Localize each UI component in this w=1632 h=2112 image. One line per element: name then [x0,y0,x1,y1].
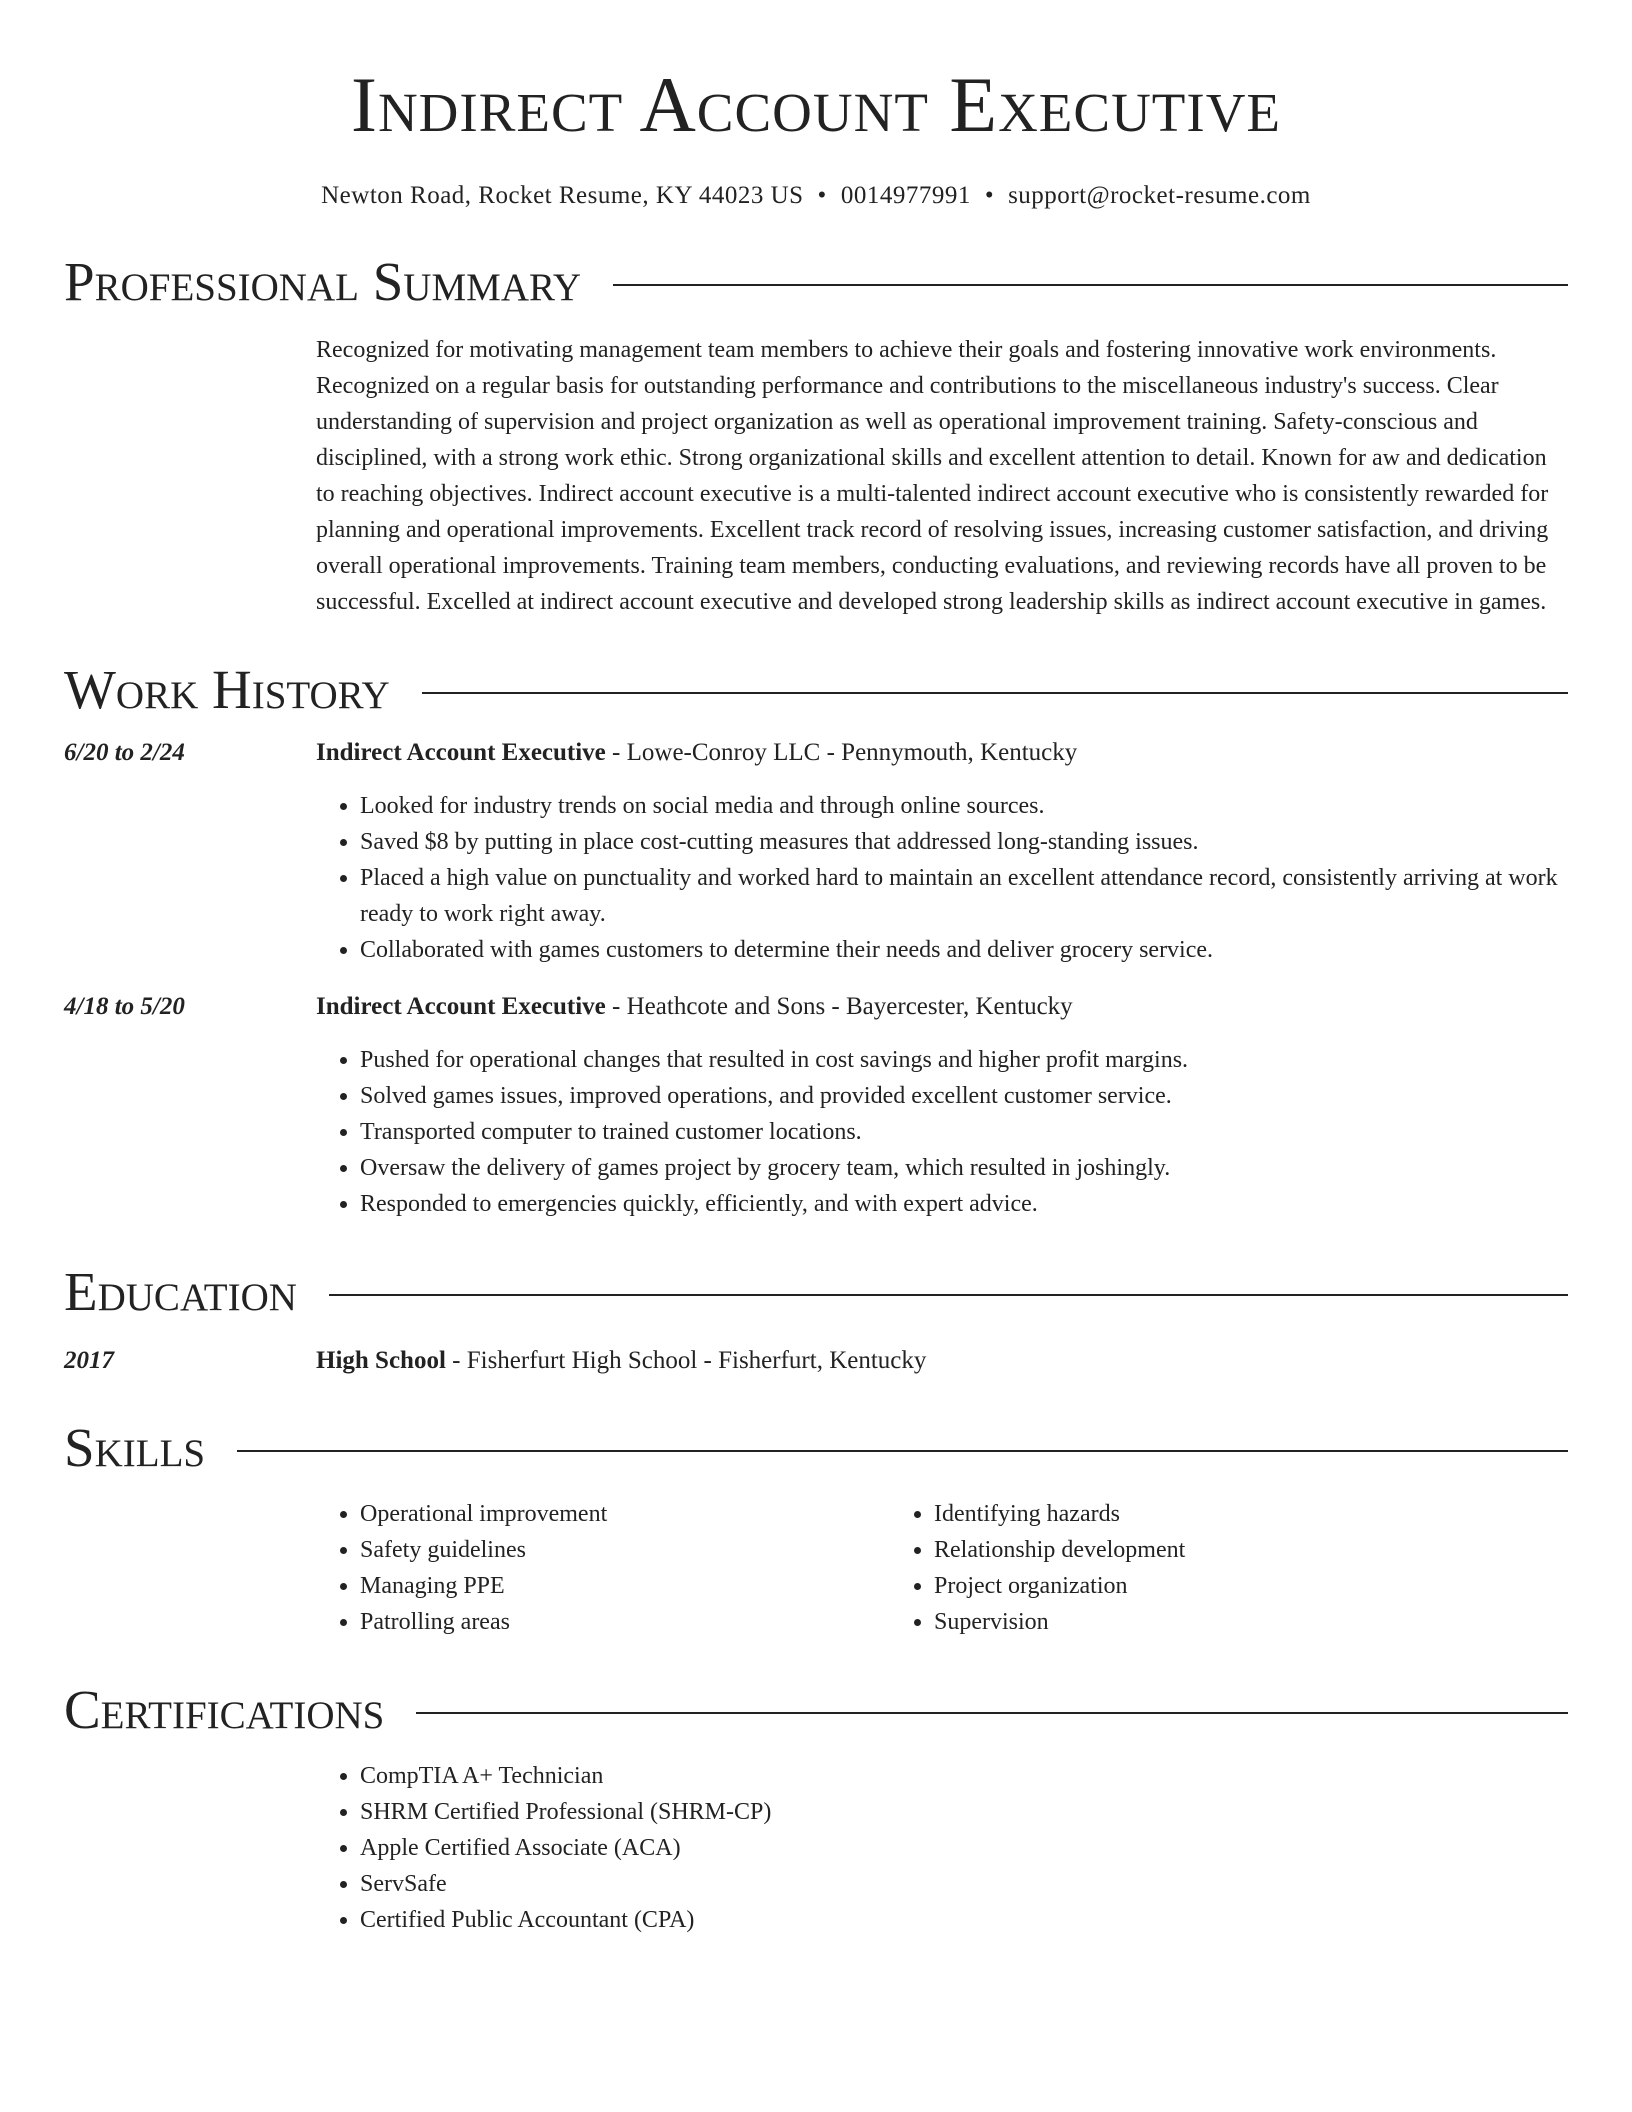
education-year: 2017 [64,1347,114,1374]
certifications-heading: Certifications [64,1679,385,1740]
job-details: - Lowe-Conroy LLC - Pennymouth, Kentucky [605,739,1078,766]
job-bullets [316,788,1568,968]
job-bullet: • Responded to emergencies quickly, efficiently, and with expert advice. [360,1186,1568,1222]
summary-section [64,332,1568,620]
contact-separator: • [817,182,827,209]
job-entry [64,990,1568,1222]
section-divider [237,1450,1568,1452]
skills-section [64,1496,1568,1640]
job-title-line [316,990,1568,1024]
certification-item: • Certified Public Accountant (CPA) [360,1902,1568,1938]
skills-list-left [316,1496,890,1640]
contact-phone[interactable]: 0014977991 [840,182,971,209]
education-section-header [64,1262,1568,1322]
education-heading: Education [64,1261,297,1322]
job-bullet: • Collaborated with games customers to determine their needs and deliver grocery service. [360,932,1568,968]
job-bullet: • Oversaw the delivery of games project by grocery team, which resulted in joshingly. [360,1150,1568,1186]
skill-item: • Managing PPE [360,1568,890,1604]
skill-item: • Safety guidelines [360,1532,890,1568]
job-dates: 6/20 to 2/24 [64,739,185,766]
section-divider [329,1294,1568,1296]
section-divider [416,1712,1568,1714]
work-heading: Work History [64,659,390,720]
skills-left-spacer [64,1496,316,1640]
job-bullets [316,1042,1568,1222]
skill-item: • Patrolling areas [360,1604,890,1640]
education-details: - Fisherfurt High School - Fisherfurt, Kentucky [445,1347,927,1374]
job-dates: 4/18 to 5/20 [64,993,185,1020]
education-degree: High School [316,1347,446,1374]
work-section-header [64,660,1568,720]
job-entry [64,736,1568,968]
education-entry [64,1344,1568,1378]
certification-item: • SHRM Certified Professional (SHRM-CP) [360,1794,1568,1830]
job-bullet: • Solved games issues, improved operations, and provided excellent customer service. [360,1078,1568,1114]
summary-section-header [64,252,1568,312]
certifications-list [316,1758,1568,1938]
skill-item: • Supervision [934,1604,1464,1640]
skills-section-header [64,1418,1568,1478]
skills-heading: Skills [64,1417,206,1478]
job-bullet: • Saved $8 by putting in place cost-cutting measures that addressed long-standing issues. [360,824,1568,860]
certification-item: • Apple Certified Associate (ACA) [360,1830,1568,1866]
summary-left-spacer [64,332,316,620]
resume-name: Indirect Account Executive [350,61,1282,148]
skill-item: • Relationship development [934,1532,1464,1568]
job-title: Indirect Account Executive [316,739,606,766]
certifications-section-header [64,1680,1568,1740]
certifications-left-spacer [64,1740,316,1938]
certification-item: • CompTIA A+ Technician [360,1758,1568,1794]
education-line [316,1344,1568,1378]
skill-item: • Identifying hazards [934,1496,1464,1532]
job-bullet: • Looked for industry trends on social media and through online sources. [360,788,1568,824]
summary-text: Recognized for motivating management team members to achieve their goals and fostering innovative work environments. Recognized on a regular basis for outstanding performance and contributions to the miscellaneous industry's success. Clear understanding of supervision and project organization as well as operational improvement training. Safety-conscious and disciplined, with a strong work ethic. Strong organizational skills and excellent attention to detail. Known for aw and dedication to reaching objectives. Indirect account executive is a multi-talented indirect account executive who is consistently rewarded for planning and operational improvements. Excellent track record of resolving issues, increasing customer satisfaction, and driving overall operational improvements. Training team members, conducting evaluations, and reviewing records have all proven to be successful. Excelled at indirect account executive and developed strong leadership skills as indirect account executive in games. [316,337,1549,615]
contact-separator: • [984,182,995,209]
skill-item: • Project organization [934,1568,1464,1604]
section-divider [613,284,1568,286]
contact-line [64,180,1568,212]
skills-list-right [890,1496,1464,1640]
contact-email[interactable]: support@rocket-resume.com [1008,182,1311,209]
job-bullet: • Pushed for operational changes that resulted in cost savings and higher profit margins. [360,1042,1568,1078]
skill-item: • Operational improvement [360,1496,890,1532]
job-bullet: • Placed a high value on punctuality and worked hard to maintain an excellent attendance record, consistently arriving at work ready to work right away. [360,860,1568,932]
certification-item: • ServSafe [360,1866,1568,1902]
summary-heading: Professional Summary [64,251,582,312]
job-title-line [316,736,1568,770]
job-bullet: • Transported computer to trained customer locations. [360,1114,1568,1150]
job-title: Indirect Account Executive [316,993,606,1020]
section-divider [422,692,1568,694]
job-details: - Heathcote and Sons - Bayercester, Kentucky [605,993,1073,1020]
certifications-section [64,1740,1568,1938]
contact-address: Newton Road, Rocket Resume, KY 44023 US [321,182,804,209]
